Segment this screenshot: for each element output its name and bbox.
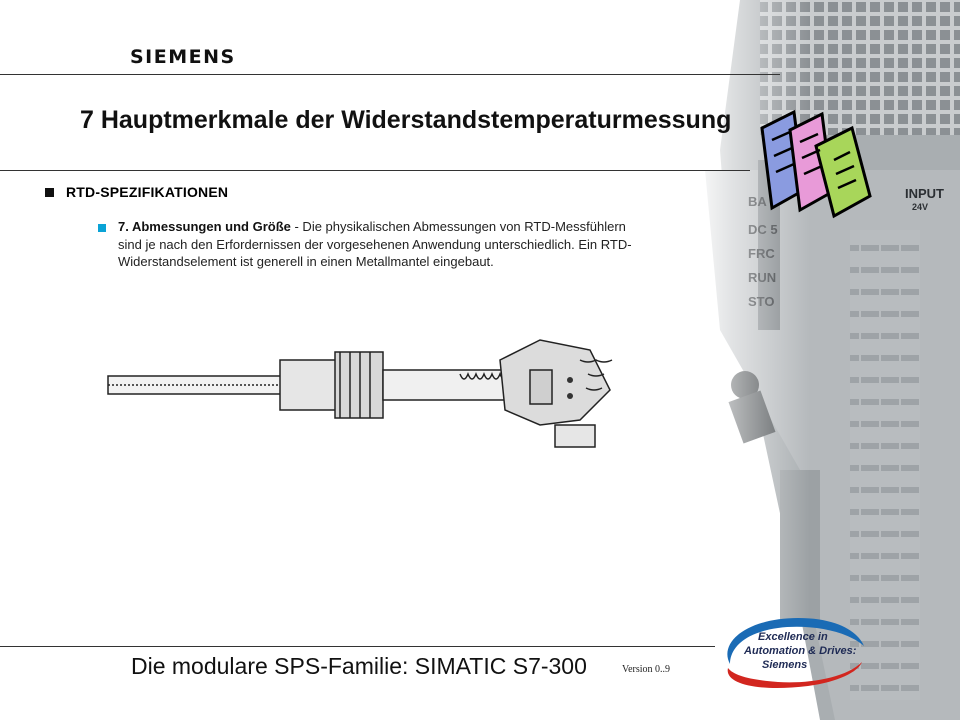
badge-line3: Siemens <box>762 659 808 671</box>
version-label: Version 0..9 <box>622 664 671 675</box>
excellence-badge-logo <box>718 612 868 694</box>
section-heading: RTD-SPEZIFIKATIONEN <box>66 184 229 200</box>
rtd-sensor-drawing <box>100 330 660 470</box>
plc-input-label: INPUT <box>905 186 944 201</box>
item-text: - Die physikalischen Abmessungen von RTD-Messfühlern sind je nach den Erfordernissen der vorgesehenen Anwendung unterschiedlich. Ein RTD-Widerstandselement ist generell in einen Metallmantel eingebaut. <box>118 219 632 269</box>
item-bullet <box>98 224 106 232</box>
svg-text:24V: 24V <box>912 202 929 212</box>
item-lead: 7. Abmessungen und Größe <box>118 219 291 234</box>
badge-line2: Automation & Drives: <box>744 645 857 657</box>
footer-subtitle: Die modulare SPS-Familie: SIMATIC S7-300 <box>131 653 587 679</box>
item-paragraph <box>118 218 653 271</box>
siemens-logo: SIEMENS <box>130 46 236 68</box>
header-rule <box>0 74 780 75</box>
page-title: 7 Hauptmerkmale der Widerstandstemperaturmessung <box>80 106 732 134</box>
section-bullet <box>45 188 54 197</box>
title-rule <box>0 170 750 171</box>
badge-line1: Excellence in <box>758 631 828 643</box>
books-icon <box>752 100 892 230</box>
footer-rule <box>0 646 715 647</box>
